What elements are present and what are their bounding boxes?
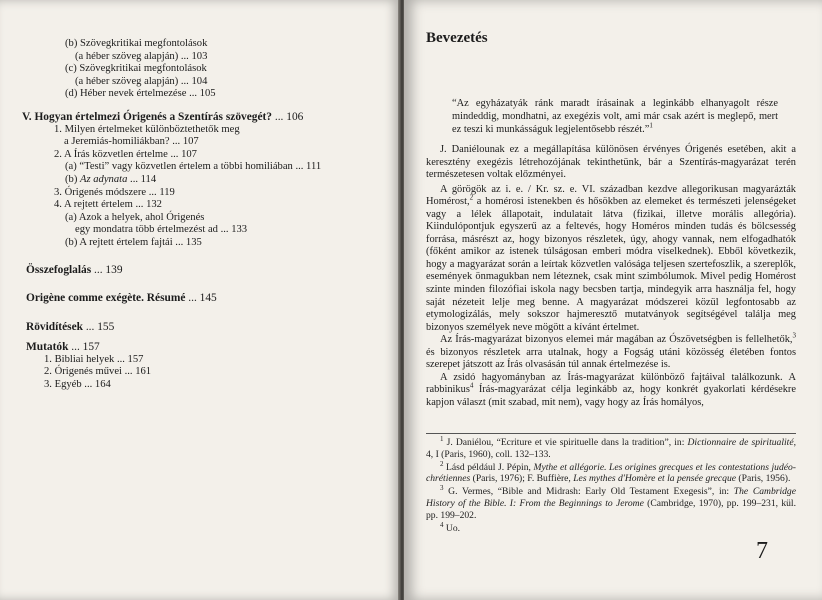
paragraph: Az Írás-magyarázat bizonyos elemei már magában az Ószövetségben is fellelhetők,$^3$ és bizonyos részletek arra utalnak, hogy a Fogság utáni közösség életében fontos szerepet játszott az Írás olvasásán túl annak értelmezése is. bbox=[426, 331, 796, 371]
toc-entry: 2. Órigenés művei ... 161 bbox=[44, 366, 152, 378]
toc-chapter: V. Hogyan értelmezi Órigenés a Szentírás szövegét? ... 106 bbox=[22, 110, 304, 123]
toc-entry: 4. A rejtett értelem ... 132 bbox=[54, 199, 162, 211]
chapter-heading: Bevezetés bbox=[426, 30, 488, 46]
toc-entry: 1. Bibliai helyek ... 157 bbox=[44, 353, 144, 365]
toc-entry: 1. Milyen értelmeket különböztethetők meg a Jeremiás-homiliákban? ... 107 bbox=[54, 123, 240, 148]
left-page bbox=[0, 0, 400, 600]
paragraph: A görögök az i. e. / Kr. sz. e. VI. században kezdve allegorikusan magyarázták Homérost,$^2$ a homérosi istenekben és hősökben az elemeket és természeti jelenségeket vagy a lélek állapotait, indulatait látva (fizikai, illetve morális allegória). Kiindulópontjuk egyszerű az a feltevés, hogy Homéros minden tudás és bölcsesség forrása, másrészt az, hogy bizonyos részletek, úgy, ahogy vannak, nem elfogadhatók (főként amikor az istenek túlságosan emberi módra viselkednek). Ebből következik, hogy a magyarázat során a leírtak közvetlen valósága teljesen szertefoszlik, a szereplők, események önmagukban nem léteznek, csak mint szimbólumok. Mivel pedig Homérost szinte minden filozófiai iskola nagy becsben tartja, mindegyik arra használja fel, hogy saját nézeteit lelje meg benne. A magyarázat módszerei közül legfontosabb az etymologizálás, mely sokszor hajmeresztő mutatványok segítségével találja meg bizonyos személyek neve mögött a kívánt értelmet. bbox=[426, 183, 796, 333]
toc-entry: (a) “Testi” vagy közvetlen értelem a többi homiliában ... 111 bbox=[65, 161, 322, 173]
right-page bbox=[404, 0, 822, 600]
footnote: $^2$ Lásd például J. Pépin, Mythe et allégorie. Les origines grecques et les contestations judéo-chrétiennes (Paris, 1976); F. Buffière, Les mythes d'Homère et la pensée grecque (Paris, 1956). bbox=[426, 459, 796, 485]
toc-entry: (b) Az adynata ... 114 bbox=[65, 173, 157, 185]
footnote: $^1$ J. Daniélou, “Ecriture et vie spirituelle dans la tradition”, in: Dictionnaire de spiritualité, 4, I (Paris, 1960), coll. 132–133. bbox=[426, 434, 796, 460]
footnote-rule bbox=[426, 433, 796, 434]
footnotes bbox=[426, 434, 796, 535]
toc-entry: (c) Szövegkritikai megfontolások (a héber szöveg alapján) ... 104 bbox=[65, 63, 208, 87]
toc-entry: (b) A rejtett értelem fajtái ... 135 bbox=[65, 236, 202, 248]
toc-chapter: Origène comme exégète. Résumé ... 145 bbox=[26, 292, 217, 305]
toc-entry: (d) Héber nevek értelmezése ... 105 bbox=[65, 88, 216, 100]
toc-entry: (a) Azok a helyek, ahol Órigenés egy mondatra több értelmezést ad ... 133 bbox=[65, 211, 248, 236]
footnote: $^4$ Uo. bbox=[440, 520, 461, 534]
paragraph: A zsidó hagyományban az Írás-magyarázat különböző fajtáival találkozunk. A rabbinikus$^4$ Írás-magyarázat célja leginkább az, hogy konkrét gyakorlati kérdésekre kapjon választ (mit szabad, mit nem), vagy hogy az Írás homályos, bbox=[426, 371, 796, 408]
page-number: 7 bbox=[756, 538, 768, 564]
epigraph-quote: “Az egyházatyák ránk maradt írásainak a leginkább elhanyagolt része mindeddig, mondhatni, az exegézis volt, ami már csak azért is meglepő, mert ez teszi ki munkásságuk legjelentősebb részét.”$^1$ bbox=[452, 98, 778, 135]
body-text bbox=[426, 144, 796, 409]
toc-entry: 2. A Írás közvetlen értelme ... 107 bbox=[54, 148, 197, 160]
footnote: $^3$ G. Vermes, “Bible and Midrash: Early Old Testament Exegesis”, in: The Cambridge History of the Bible. I: From the Beginnings to Jerome (Cambridge, 1970), pp. 199–231, kül. pp. 199–202. bbox=[426, 484, 796, 521]
toc-chapter: Rövidítések ... 155 bbox=[26, 320, 115, 333]
toc-entry: 3. Egyéb ... 164 bbox=[44, 379, 111, 391]
toc-chapter: Mutatók ... 157 bbox=[26, 341, 100, 354]
toc-entry: (b) Szövegkritikai megfontolások (a héber szöveg alapján) ... 103 bbox=[65, 38, 208, 62]
table-of-contents bbox=[22, 38, 392, 392]
toc-entry: 3. Órigenés módszere ... 119 bbox=[54, 186, 175, 198]
toc-chapter: Összefoglalás ... 139 bbox=[26, 263, 123, 276]
paragraph: J. Daniélounak ez a megállapítása különösen érvényes Órigenés esetében, akit a keresztény exegézis létrehozójának tekinthetünk, bár a Szentírás-magyarázat terén természetesen voltak előzményei. bbox=[426, 144, 796, 181]
